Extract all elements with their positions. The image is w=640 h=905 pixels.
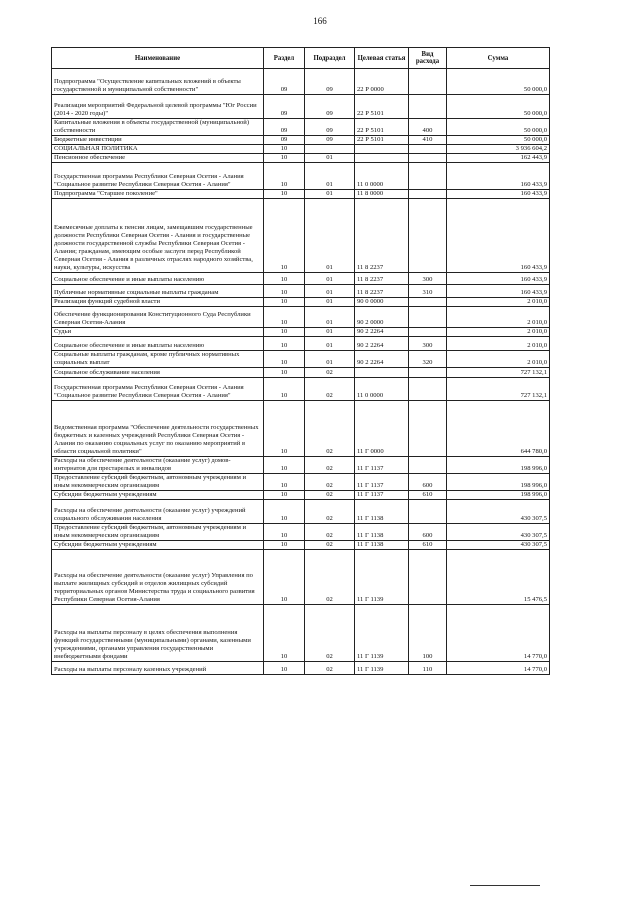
cell-target: 90 2 2264 [355, 351, 409, 368]
cell-sum: 162 443,9 [447, 154, 550, 163]
table-row [52, 273, 550, 285]
cell-sum: 160 433,9 [447, 285, 550, 298]
cell-section: 10 [264, 285, 305, 298]
cell-target: 22 Р 5101 [355, 136, 409, 145]
cell-type: 400 [409, 119, 447, 136]
cell-sum: 2 010,0 [447, 298, 550, 307]
table-row [52, 145, 550, 154]
cell-subsection: 09 [305, 119, 355, 136]
cell-name: Реализация мероприятий Федеральной целевой программы "Юг России (2014 - 2020 годы)" [52, 95, 264, 119]
cell-subsection: 02 [305, 524, 355, 541]
cell-subsection: 02 [305, 550, 355, 605]
cell-subsection: 02 [305, 662, 355, 675]
cell-name: Расходы на выплаты персоналу в целях обеспечения выполнения функций государственными (муниципальными) органами, казенными учреждениями, органами управления государственными внебюджетными фондами [52, 605, 264, 662]
cell-name: Социальные выплаты гражданам, кроме публичных нормативных социальных выплат [52, 351, 264, 368]
cell-name: Подпрограмма "Осуществление капитальных вложений в объекты государственной и муниципальной собственности" [52, 69, 264, 95]
table-row [52, 524, 550, 541]
cell-name: Субсидии бюджетным учреждениям [52, 541, 264, 550]
cell-target: 11 8 2237 [355, 199, 409, 273]
table-row [52, 401, 550, 457]
table-row [52, 163, 550, 190]
cell-sum: 198 996,0 [447, 491, 550, 500]
cell-type: 600 [409, 474, 447, 491]
cell-target: 11 Г 1138 [355, 541, 409, 550]
cell-name: Ежемесячные доплаты к пенсии лицам, замещавшим государственные должности Республики Северная Осетия - Алания и государственные должности государственной службы Республики Северная Осетия - Алания; гражданам, имеющим особые заслуги перед Республикой Северная Осетия - Алания в различных отраслях народного хозяйства, науки, культуры, искусства [52, 199, 264, 273]
footer-rule [470, 885, 540, 886]
table-header-row [52, 48, 550, 69]
cell-subsection: 01 [305, 328, 355, 337]
cell-target: 11 Г 1137 [355, 474, 409, 491]
cell-name: Социальное обеспечение и иные выплаты населению [52, 273, 264, 285]
cell-section: 10 [264, 378, 305, 401]
cell-name: Социальное обслуживание населения [52, 368, 264, 378]
cell-sum: 430 307,5 [447, 524, 550, 541]
cell-type [409, 307, 447, 328]
cell-type: 310 [409, 285, 447, 298]
cell-sum: 50 000,0 [447, 95, 550, 119]
cell-name: Ведомственная программа "Обеспечение деятельности государственных бюджетных и казенных учреждений Республики Северная Осетия - Алания по оказанию социальных услуг по оказанию мероприятий в области социальной политики" [52, 401, 264, 457]
cell-name: Пенсионное обеспечение [52, 154, 264, 163]
table-row [52, 550, 550, 605]
cell-sum: 14 770,0 [447, 662, 550, 675]
cell-sum: 160 433,9 [447, 190, 550, 199]
table-row [52, 119, 550, 136]
table-row [52, 541, 550, 550]
cell-type: 600 [409, 524, 447, 541]
cell-sum: 14 770,0 [447, 605, 550, 662]
cell-type [409, 95, 447, 119]
cell-section: 10 [264, 457, 305, 474]
header-target: Целевая статья [355, 48, 409, 69]
cell-subsection: 01 [305, 351, 355, 368]
cell-section: 10 [264, 605, 305, 662]
cell-name: Капитальные вложения в объекты государственной (муниципальной) собственности [52, 119, 264, 136]
cell-subsection: 09 [305, 95, 355, 119]
cell-type [409, 154, 447, 163]
cell-subsection: 02 [305, 500, 355, 524]
table-row [52, 378, 550, 401]
table-row [52, 368, 550, 378]
cell-sum: 50 000,0 [447, 69, 550, 95]
cell-section: 09 [264, 95, 305, 119]
cell-sum: 198 996,0 [447, 474, 550, 491]
cell-type [409, 500, 447, 524]
cell-section: 10 [264, 401, 305, 457]
cell-subsection: 01 [305, 285, 355, 298]
cell-subsection: 02 [305, 491, 355, 500]
table-row [52, 95, 550, 119]
cell-sum: 2 010,0 [447, 328, 550, 337]
cell-target [355, 368, 409, 378]
table-row [52, 307, 550, 328]
cell-section: 10 [264, 328, 305, 337]
cell-subsection: 09 [305, 69, 355, 95]
cell-section: 10 [264, 298, 305, 307]
cell-name: Государственная программа Республики Северная Осетия - Алания "Социальное развитие Республики Северная Осетия - Алания" [52, 378, 264, 401]
cell-target [355, 145, 409, 154]
table-row [52, 351, 550, 368]
cell-target: 11 0 0000 [355, 163, 409, 190]
cell-section: 10 [264, 199, 305, 273]
cell-target: 90 0 0000 [355, 298, 409, 307]
cell-subsection: 01 [305, 163, 355, 190]
cell-subsection: 02 [305, 378, 355, 401]
cell-sum: 2 010,0 [447, 351, 550, 368]
cell-target: 11 Г 1137 [355, 457, 409, 474]
cell-subsection: 02 [305, 605, 355, 662]
cell-subsection: 09 [305, 136, 355, 145]
table-row [52, 285, 550, 298]
cell-type [409, 378, 447, 401]
table-row [52, 69, 550, 95]
cell-name: Подпрограмма "Старшее поколение" [52, 190, 264, 199]
cell-section: 10 [264, 307, 305, 328]
table-row [52, 491, 550, 500]
cell-target: 11 Г 1139 [355, 605, 409, 662]
page-number: 166 [313, 16, 327, 26]
cell-target: 90 2 0000 [355, 307, 409, 328]
cell-sum: 3 936 604,2 [447, 145, 550, 154]
cell-name: Бюджетные инвестиции [52, 136, 264, 145]
cell-subsection [305, 145, 355, 154]
cell-name: Реализация функций судебной власти [52, 298, 264, 307]
cell-subsection: 02 [305, 368, 355, 378]
cell-sum: 160 433,9 [447, 273, 550, 285]
cell-sum: 50 000,0 [447, 136, 550, 145]
header-sum: Сумма [447, 48, 550, 69]
cell-name: Государственная программа Республики Северная Осетия - Алания "Социальное развитие Республики Северная Осетия - Алания" [52, 163, 264, 190]
cell-type [409, 298, 447, 307]
header-section: Раздел [264, 48, 305, 69]
cell-type [409, 69, 447, 95]
cell-target: 11 8 2237 [355, 273, 409, 285]
cell-name: Расходы на обеспечение деятельности (оказание услуг) домов-интернатов для престарелых и инвалидов [52, 457, 264, 474]
cell-type [409, 328, 447, 337]
cell-sum: 160 433,9 [447, 163, 550, 190]
table-row [52, 457, 550, 474]
table-row [52, 500, 550, 524]
cell-section: 10 [264, 500, 305, 524]
cell-type [409, 190, 447, 199]
cell-target: 11 Г 1137 [355, 491, 409, 500]
cell-subsection: 01 [305, 273, 355, 285]
cell-section: 10 [264, 190, 305, 199]
cell-section: 10 [264, 550, 305, 605]
cell-target: 11 8 0000 [355, 190, 409, 199]
cell-sum: 430 307,5 [447, 500, 550, 524]
cell-type: 610 [409, 491, 447, 500]
cell-sum: 15 476,5 [447, 550, 550, 605]
cell-section: 10 [264, 662, 305, 675]
cell-target: 22 Р 5101 [355, 119, 409, 136]
cell-type [409, 401, 447, 457]
cell-target: 22 Р 5101 [355, 95, 409, 119]
cell-type [409, 550, 447, 605]
table-row [52, 154, 550, 163]
cell-type [409, 199, 447, 273]
cell-type [409, 368, 447, 378]
cell-section: 10 [264, 524, 305, 541]
cell-subsection: 02 [305, 474, 355, 491]
cell-sum: 430 307,5 [447, 541, 550, 550]
cell-sum: 50 000,0 [447, 119, 550, 136]
cell-subsection: 02 [305, 457, 355, 474]
table-row [52, 605, 550, 662]
cell-target: 11 8 2237 [355, 285, 409, 298]
cell-sum: 160 433,9 [447, 199, 550, 273]
cell-name: СОЦИАЛЬНАЯ ПОЛИТИКА [52, 145, 264, 154]
cell-name: Расходы на выплаты персоналу казенных учреждений [52, 662, 264, 675]
cell-section: 10 [264, 337, 305, 351]
cell-section: 10 [264, 368, 305, 378]
header-type: Вид расхода [409, 48, 447, 69]
table-body [52, 69, 550, 675]
cell-subsection: 01 [305, 298, 355, 307]
cell-name: Предоставление субсидий бюджетным, автономным учреждениям и иным некоммерческим организациям [52, 474, 264, 491]
cell-type: 300 [409, 273, 447, 285]
cell-type [409, 457, 447, 474]
cell-section: 10 [264, 351, 305, 368]
cell-name: Расходы на обеспечение деятельности (оказание услуг) Управления по выплате жилищных субсидий и отделов жилищных субсидий территориальных органов Министерства труда и социального развития Республики Северная Осетия-Алания [52, 550, 264, 605]
cell-target: 11 Г 1138 [355, 524, 409, 541]
cell-section: 09 [264, 69, 305, 95]
header-name: Наименование [52, 48, 264, 69]
cell-target [355, 154, 409, 163]
cell-type: 300 [409, 337, 447, 351]
table-row [52, 662, 550, 675]
cell-section: 10 [264, 154, 305, 163]
cell-target: 11 Г 1139 [355, 662, 409, 675]
cell-subsection: 01 [305, 307, 355, 328]
cell-type: 610 [409, 541, 447, 550]
cell-target: 11 Г 0000 [355, 401, 409, 457]
table-row [52, 190, 550, 199]
cell-target: 11 Г 1138 [355, 500, 409, 524]
table-row [52, 474, 550, 491]
cell-target: 11 Г 1139 [355, 550, 409, 605]
cell-section: 10 [264, 474, 305, 491]
cell-section: 09 [264, 136, 305, 145]
cell-name: Предоставление субсидий бюджетным, автономным учреждениям и иным некоммерческим организациям [52, 524, 264, 541]
cell-section: 10 [264, 273, 305, 285]
table-row [52, 337, 550, 351]
cell-type: 110 [409, 662, 447, 675]
cell-name: Судьи [52, 328, 264, 337]
cell-name: Социальное обеспечение и иные выплаты населению [52, 337, 264, 351]
cell-type: 320 [409, 351, 447, 368]
cell-sum: 727 132,1 [447, 368, 550, 378]
table-row [52, 328, 550, 337]
cell-target: 22 Р 0000 [355, 69, 409, 95]
cell-sum: 198 996,0 [447, 457, 550, 474]
cell-name: Субсидии бюджетным учреждениям [52, 491, 264, 500]
cell-sum: 727 132,1 [447, 378, 550, 401]
cell-subsection: 01 [305, 199, 355, 273]
cell-type [409, 145, 447, 154]
cell-target: 11 0 0000 [355, 378, 409, 401]
cell-name: Расходы на обеспечение деятельности (оказание услуг) учреждений социального обслуживания населения [52, 500, 264, 524]
cell-type: 410 [409, 136, 447, 145]
cell-subsection: 01 [305, 190, 355, 199]
table-row [52, 199, 550, 273]
cell-name: Обеспечение функционирования Конституционного Суда Республики Северная Осетия-Алания [52, 307, 264, 328]
cell-target: 90 2 2264 [355, 328, 409, 337]
cell-section: 10 [264, 541, 305, 550]
cell-section: 10 [264, 491, 305, 500]
cell-sum: 644 780,0 [447, 401, 550, 457]
cell-target: 90 2 2264 [355, 337, 409, 351]
cell-type [409, 163, 447, 190]
cell-name: Публичные нормативные социальные выплаты гражданам [52, 285, 264, 298]
cell-sum: 2 010,0 [447, 337, 550, 351]
cell-subsection: 01 [305, 154, 355, 163]
cell-section: 10 [264, 163, 305, 190]
table-row [52, 136, 550, 145]
cell-section: 09 [264, 119, 305, 136]
cell-subsection: 02 [305, 541, 355, 550]
cell-sum: 2 010,0 [447, 307, 550, 328]
cell-type: 100 [409, 605, 447, 662]
cell-section: 10 [264, 145, 305, 154]
table-row [52, 298, 550, 307]
budget-table [51, 47, 550, 675]
cell-subsection: 01 [305, 337, 355, 351]
cell-subsection: 02 [305, 401, 355, 457]
header-subsection: Подраздел [305, 48, 355, 69]
